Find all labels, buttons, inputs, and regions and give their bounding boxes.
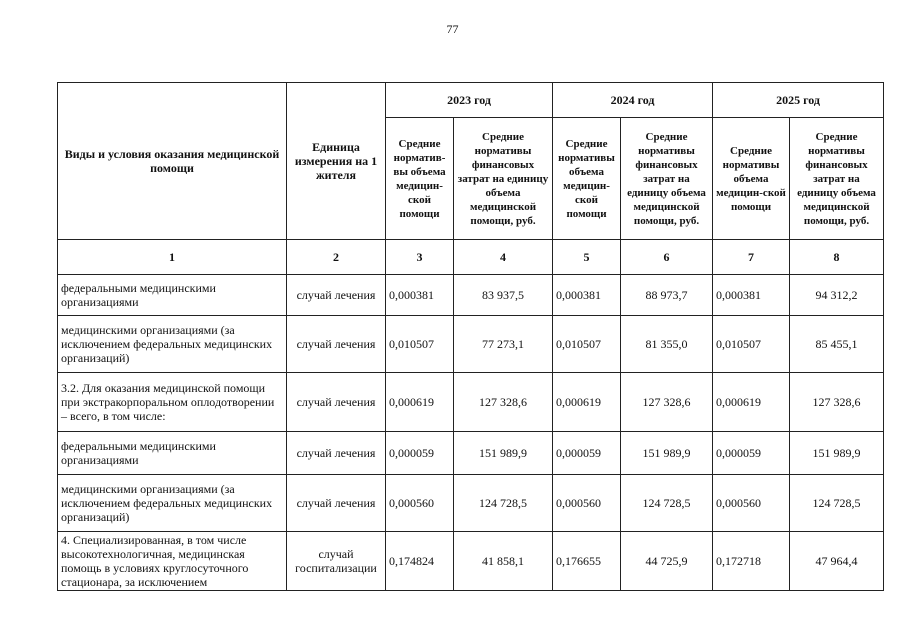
table-row <box>58 275 884 316</box>
header-year-2023: 2023 год <box>386 83 553 118</box>
volume-2024: 0,176655 <box>553 532 621 591</box>
cost-2025: 151 989,9 <box>790 432 884 475</box>
volume-2024: 0,000381 <box>553 275 621 316</box>
cost-2025: 127 328,6 <box>790 373 884 432</box>
volume-2025: 0,172718 <box>713 532 790 591</box>
row-care-type: медицинскими организациями (за исключением федеральных медицинских организаций) <box>58 316 287 373</box>
volume-2024: 0,000619 <box>553 373 621 432</box>
row-unit: случай лечения <box>287 373 386 432</box>
cost-2023: 77 273,1 <box>454 316 553 373</box>
cost-2024: 81 355,0 <box>621 316 713 373</box>
column-number: 5 <box>553 240 621 275</box>
table-row <box>58 475 884 532</box>
cost-2023: 83 937,5 <box>454 275 553 316</box>
volume-2025: 0,000059 <box>713 432 790 475</box>
volume-2023: 0,000560 <box>386 475 454 532</box>
column-number: 4 <box>454 240 553 275</box>
header-volume-2024: Средние нормативы объема медицин-ской помощи <box>553 118 621 240</box>
cost-2025: 94 312,2 <box>790 275 884 316</box>
header-year-2025: 2025 год <box>713 83 884 118</box>
header-year-2024: 2024 год <box>553 83 713 118</box>
cost-2025: 47 964,4 <box>790 532 884 591</box>
volume-2024: 0,000059 <box>553 432 621 475</box>
header-cost-2023: Средние нормативы финансовых затрат на единицу объема медицинской помощи, руб. <box>454 118 553 240</box>
cost-2023: 124 728,5 <box>454 475 553 532</box>
column-number: 6 <box>621 240 713 275</box>
cost-2024: 151 989,9 <box>621 432 713 475</box>
volume-2023: 0,010507 <box>386 316 454 373</box>
header-row-years <box>58 83 884 118</box>
volume-2023: 0,000059 <box>386 432 454 475</box>
row-care-type: 4. Специализированная, в том числе высокотехнологичная, медицинская помощь в условиях круглосуточного стационара, за исключением <box>58 532 287 591</box>
volume-2023: 0,000619 <box>386 373 454 432</box>
medical-care-norms-table <box>57 82 884 591</box>
column-number: 3 <box>386 240 454 275</box>
header-cost-2024: Средние нормативы финансовых затрат на единицу объема медицинской помощи, руб. <box>621 118 713 240</box>
cost-2024: 127 328,6 <box>621 373 713 432</box>
row-care-type: медицинскими организациями (за исключением федеральных медицинских организаций) <box>58 475 287 532</box>
volume-2024: 0,010507 <box>553 316 621 373</box>
column-number: 1 <box>58 240 287 275</box>
volume-2025: 0,000560 <box>713 475 790 532</box>
row-unit: случай лечения <box>287 432 386 475</box>
row-care-type: федеральными медицинскими организациями <box>58 432 287 475</box>
volume-2025: 0,010507 <box>713 316 790 373</box>
volume-2023: 0,000381 <box>386 275 454 316</box>
table-row <box>58 432 884 475</box>
row-care-type: 3.2. Для оказания медицинской помощи при экстракорпоральном оплодотворении – всего, в том числе: <box>58 373 287 432</box>
cost-2024: 44 725,9 <box>621 532 713 591</box>
column-number: 8 <box>790 240 884 275</box>
row-unit: случай лечения <box>287 475 386 532</box>
header-volume-2023: Средние норматив-вы объема медицин-ской помощи <box>386 118 454 240</box>
cost-2023: 41 858,1 <box>454 532 553 591</box>
cost-2025: 124 728,5 <box>790 475 884 532</box>
table-row <box>58 373 884 432</box>
table-row <box>58 316 884 373</box>
page-number: 77 <box>446 22 459 36</box>
cost-2023: 127 328,6 <box>454 373 553 432</box>
column-number: 2 <box>287 240 386 275</box>
table-row <box>58 532 884 591</box>
cost-2024: 124 728,5 <box>621 475 713 532</box>
column-number: 7 <box>713 240 790 275</box>
row-unit: случай госпитализации <box>287 532 386 591</box>
header-volume-2025: Средние нормативы объема медицин-ской помощи <box>713 118 790 240</box>
header-row-column-numbers <box>58 240 884 275</box>
volume-2025: 0,000381 <box>713 275 790 316</box>
row-unit: случай лечения <box>287 316 386 373</box>
cost-2025: 85 455,1 <box>790 316 884 373</box>
header-cost-2025: Средние нормативы финансовых затрат на единицу объема медицинской помощи, руб. <box>790 118 884 240</box>
header-unit: Единица измерения на 1 жителя <box>287 83 386 240</box>
cost-2024: 88 973,7 <box>621 275 713 316</box>
row-care-type: федеральными медицинскими организациями <box>58 275 287 316</box>
cost-2023: 151 989,9 <box>454 432 553 475</box>
volume-2024: 0,000560 <box>553 475 621 532</box>
volume-2025: 0,000619 <box>713 373 790 432</box>
volume-2023: 0,174824 <box>386 532 454 591</box>
header-care-type: Виды и условия оказания медицинской помощи <box>58 83 287 240</box>
row-unit: случай лечения <box>287 275 386 316</box>
